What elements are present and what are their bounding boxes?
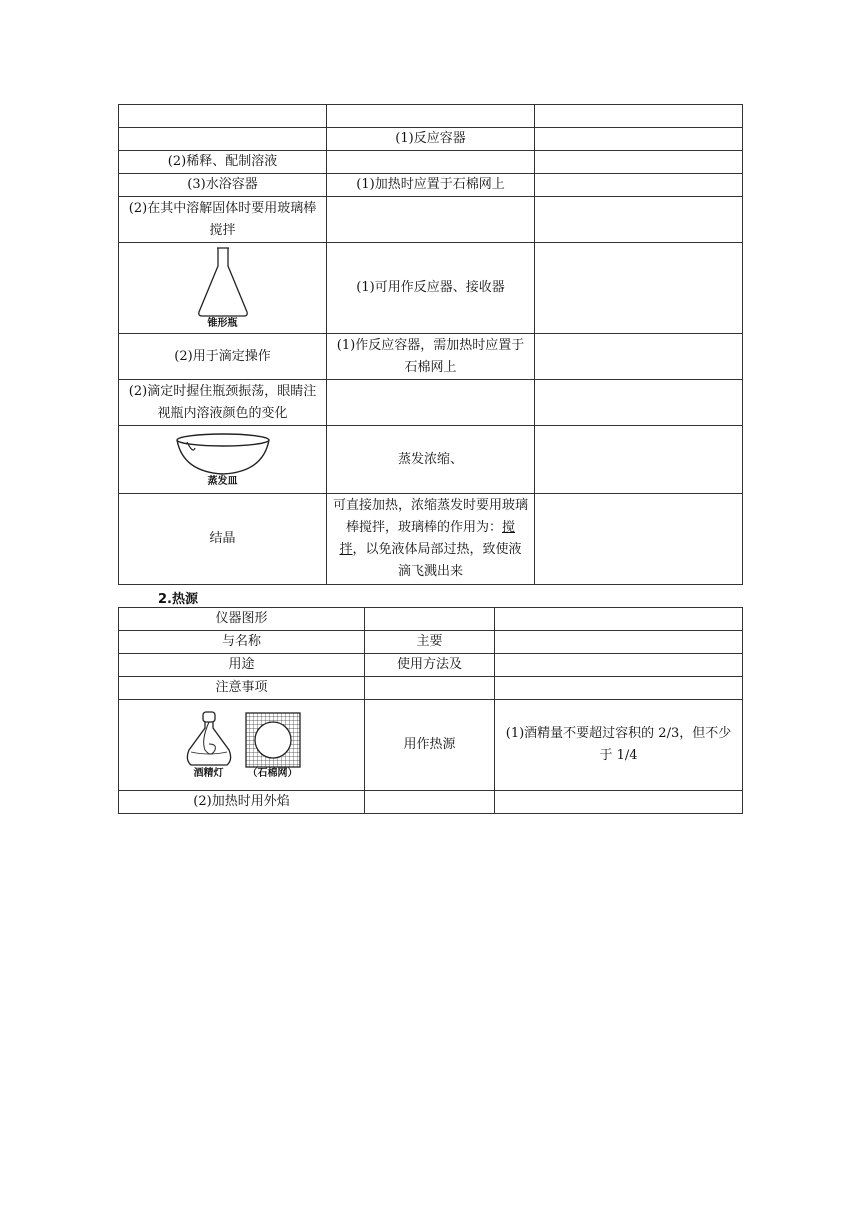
gauze-caption: （石棉网） <box>247 768 298 779</box>
table-cell: (2)用于滴定操作 <box>119 334 327 380</box>
evaporating-dish-image <box>173 432 273 476</box>
table-row <box>119 243 743 334</box>
heat-source-table <box>118 607 743 814</box>
table-cell: 仪器图形 <box>119 608 365 631</box>
table-row <box>119 608 743 631</box>
conical-flask-image <box>193 246 253 318</box>
table-cell <box>535 334 743 380</box>
table-cell: 用途 <box>119 654 365 677</box>
table-row <box>119 151 743 174</box>
table-cell: (1)加热时应置于石棉网上 <box>327 174 535 197</box>
table-cell <box>535 105 743 128</box>
table-row <box>119 174 743 197</box>
table-cell: (1)作反应容器，需加热时应置于石棉网上 <box>327 334 535 380</box>
table-cell <box>119 426 327 494</box>
flask-caption: 锥形瓶 <box>207 318 238 329</box>
table-row <box>119 494 743 585</box>
table-cell <box>365 608 495 631</box>
table-cell <box>327 151 535 174</box>
table-cell <box>535 380 743 426</box>
table-cell <box>535 494 743 585</box>
table-cell <box>535 151 743 174</box>
table-cell <box>327 380 535 426</box>
table-cell <box>495 608 743 631</box>
table-cell <box>119 128 327 151</box>
table-cell: (2)稀释、配制溶液 <box>119 151 327 174</box>
table-cell <box>535 243 743 334</box>
table-cell: (2)加热时用外焰 <box>119 791 365 814</box>
table-cell <box>495 791 743 814</box>
table-cell <box>535 197 743 243</box>
table-row <box>119 380 743 426</box>
table-cell: (3)水浴容器 <box>119 174 327 197</box>
table-row <box>119 426 743 494</box>
table-cell <box>495 654 743 677</box>
table-cell: (1)可用作反应器、接收器 <box>327 243 535 334</box>
table-cell: (1)酒精量不要超过容积的 2/3，但不少于 1/4 <box>495 700 743 791</box>
table-cell <box>327 105 535 128</box>
alcohol-lamp-image <box>183 710 235 768</box>
table-row <box>119 334 743 380</box>
table-row <box>119 105 743 128</box>
table-cell <box>365 791 495 814</box>
usage-text-a: 可直接加热，浓缩蒸发时要用玻璃棒搅拌，玻璃棒的作用为： <box>333 498 529 535</box>
dish-caption: 蒸发皿 <box>207 475 238 487</box>
glassware-table <box>118 104 743 585</box>
table-row <box>119 791 743 814</box>
asbestos-gauze-image <box>245 712 301 768</box>
table-row <box>119 197 743 243</box>
table-cell: 蒸发浓缩、 <box>327 426 535 494</box>
table-cell <box>119 105 327 128</box>
table-cell <box>365 677 495 700</box>
table-cell: (2)滴定时握住瓶颈振荡，眼睛注视瓶内溶液颜色的变化 <box>119 380 327 426</box>
table-cell <box>535 426 743 494</box>
table-cell: (1)反应容器 <box>327 128 535 151</box>
table-cell <box>119 243 327 334</box>
table-cell <box>535 128 743 151</box>
table-cell <box>495 631 743 654</box>
table-cell <box>495 677 743 700</box>
usage-text-b: ，以免液体局部过热，致使液滴飞溅出来 <box>352 542 522 579</box>
table-row <box>119 654 743 677</box>
table-cell: 主要 <box>365 631 495 654</box>
table-cell: (2)在其中溶解固体时要用玻璃棒搅拌 <box>119 197 327 243</box>
table-cell <box>119 700 365 791</box>
table-cell <box>327 197 535 243</box>
table-cell: 用作热源 <box>365 700 495 791</box>
table-cell <box>535 174 743 197</box>
table-row <box>119 700 743 791</box>
table-cell: 使用方法及 <box>365 654 495 677</box>
table-cell: 与名称 <box>119 631 365 654</box>
section-heading: 2.热源 <box>158 592 198 607</box>
table-row <box>119 128 743 151</box>
lamp-caption: 酒精灯 <box>193 768 224 779</box>
table-row <box>119 677 743 700</box>
table-cell: 注意事项 <box>119 677 365 700</box>
table-row <box>119 631 743 654</box>
table-cell <box>327 494 535 585</box>
usage-text-underlined: 搅拌 <box>339 520 516 557</box>
table-cell: 结晶 <box>119 494 327 585</box>
